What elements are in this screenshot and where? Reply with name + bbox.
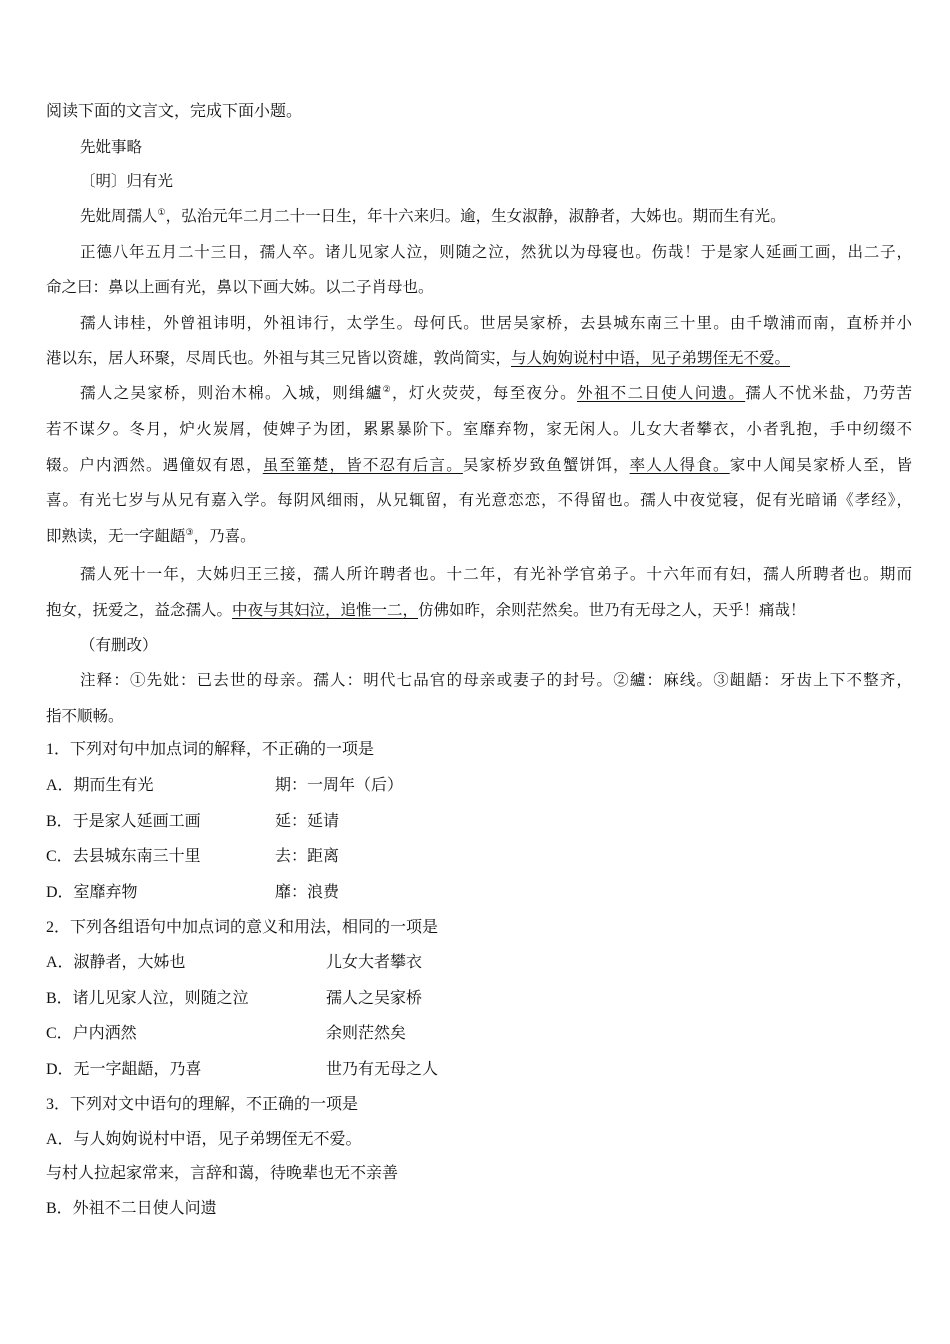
paragraph-3-line-1: 孺人讳桂，外曾祖讳明，外祖讳行，太学生。母何氏。世居吴家桥，去县城东南三十里。由千墩浦而南，直桥并小 <box>80 314 912 332</box>
question-1-option-d[interactable]: D．室靡弃物 靡：浪费 <box>46 884 340 901</box>
question-1-option-b[interactable]: B．于是家人延画工画 延：延请 <box>46 813 340 830</box>
question-1-option-c[interactable]: C．去县城东南三十里 去：距离 <box>46 848 340 865</box>
paragraph-5-line-2: 抱女，抚爱之，益念孺人。中夜与其妇泣，追惟一二，仿佛如昨，余则茫然矣。世乃有无母之人，天乎！痛哉！ <box>46 601 806 619</box>
annotations-line-1: 注释：①先妣：已去世的母亲。孺人：明代七品官的母亲或妻子的封号。②纑：麻线。③龃龉：牙齿上下不整齐， <box>80 671 912 689</box>
underlined-sentence: 中夜与其妇泣，追惟一二， <box>232 601 419 619</box>
paragraph-2-line-2: 命之曰：鼻以上画有光，鼻以下画大姊。以二子肖母也。 <box>46 278 434 296</box>
paragraph-5-line-1: 孺人死十一年，大姊归王三接，孺人所许聘者也。十二年，有光补学官弟子。十六年而有妇，孺人所聘者也。期而 <box>80 565 912 583</box>
question-2-option-c[interactable]: C．户内洒然 余则茫然矣 <box>46 1025 407 1042</box>
question-3-stem: 3．下列对文中语句的理解，不正确的一项是 <box>46 1096 359 1113</box>
annotations-line-2: 指不顺畅。 <box>46 707 124 725</box>
paragraph-4-line-1: 孺人之吴家桥，则治木棉。入城，则缉纑②，灯火荧荧，每至夜分。外祖不二日使人问遗。孺人不忧米盐，乃劳苦 <box>80 384 912 402</box>
question-3-option-a[interactable]: A．与人姁姁说村中语，见子弟甥侄无不爱。 <box>46 1131 362 1148</box>
question-2-option-a[interactable]: A．淑静者，大姊也 儿女大者攀衣 <box>46 954 423 971</box>
question-2-stem: 2．下列各组语句中加点词的意义和用法，相同的一项是 <box>46 919 439 936</box>
underlined-sentence: 与人姁姁说村中语，见子弟甥侄无不爱。 <box>511 349 791 367</box>
paragraph-1: 先妣周孺人①，弘治元年二月二十一日生，年十六来归。逾，生女淑静，淑静者，大姊也。期而生有光。 <box>80 207 786 225</box>
question-1-option-a[interactable]: A．期而生有光 期：一周年（后） <box>46 777 404 794</box>
reading-instruction: 阅读下面的文言文，完成下面小题。 <box>46 103 303 120</box>
paragraph-4-line-2: 若不谋夕。冬月，炉火炭屑，使婢子为团，累累暴阶下。室靡弃物，家无闲人。儿女大者攀衣，小者乳抱，手中纫缀不 <box>46 420 912 438</box>
paragraph-2-line-1: 正德八年五月二十三日，孺人卒。诸儿见家人泣，则随之泣，然犹以为母寝也。伤哉！于是家人延画工画，出二子， <box>80 243 912 261</box>
question-1-stem: 1．下列对句中加点词的解释，不正确的一项是 <box>46 741 375 758</box>
underlined-sentence: 率人人得食。 <box>629 456 730 474</box>
underlined-sentence: 虽至箠楚，皆不忍有后言。 <box>262 456 463 474</box>
question-2-option-d[interactable]: D．无一字龃龉，乃喜 世乃有无母之人 <box>46 1061 439 1078</box>
underlined-sentence: 外祖不二日使人问遗。 <box>577 384 746 402</box>
question-3-option-b[interactable]: B．外祖不二日使人问遗 <box>46 1200 217 1217</box>
edit-note: （有删改） <box>80 636 158 654</box>
paragraph-4-line-4: 喜。有光七岁与从兄有嘉入学。每阴风细雨，从兄辄留，有光意恋恋，不得留也。孺人中夜觉寝，促有光暗诵《孝经》， <box>46 491 912 509</box>
article-title: 先妣事略 <box>80 138 143 156</box>
paragraph-4-line-5: 即熟读，无一字龃龉③，乃喜。 <box>46 527 256 545</box>
paragraph-4-line-3: 辍。户内洒然。遇僮奴有恩，虽至箠楚，皆不忍有后言。吴家桥岁致鱼蟹饼饵，率人人得食。家中人闻吴家桥人至，皆 <box>46 456 912 474</box>
question-3-option-a-explanation: 与村人拉起家常来，言辞和蔼，待晚辈也无不亲善 <box>46 1165 399 1182</box>
paragraph-3-line-2: 港以东，居人环聚，尽周氏也。外祖与其三兄皆以资雄，敦尚简实，与人姁姁说村中语，见子弟甥侄无不爱。 <box>46 349 791 367</box>
article-author: 〔明〕归有光 <box>80 172 174 190</box>
question-2-option-b[interactable]: B．诸儿见家人泣，则随之泣 孺人之吴家桥 <box>46 990 423 1007</box>
